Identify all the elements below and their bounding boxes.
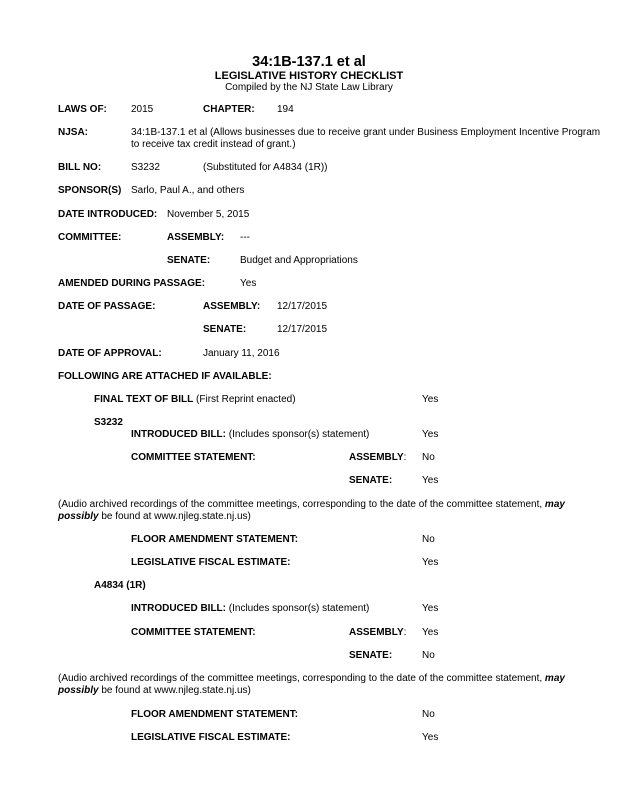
attached-heading: FOLLOWING ARE ATTACHED IF AVAILABLE: bbox=[58, 371, 272, 382]
a4834-senate-value: No bbox=[422, 650, 435, 661]
njsa-line-2: to receive tax credit instead of grant.) bbox=[131, 139, 296, 150]
s3232-audio-text: (Audio archived recordings of the committee meetings, corresponding to the date of the committee statement, bbox=[58, 499, 545, 510]
s3232-audio-emphasis: may possibly bbox=[58, 499, 565, 522]
a4834-fiscal-label: LEGISLATIVE FISCAL ESTIMATE: bbox=[131, 732, 291, 743]
sponsors-label: SPONSOR(S) bbox=[58, 185, 122, 196]
final-text-label: FINAL TEXT OF BILL bbox=[94, 394, 194, 405]
bill-no-label: BILL NO: bbox=[58, 162, 102, 173]
s3232-introduced-note: (Includes sponsor(s) statement) bbox=[226, 429, 370, 440]
a4834-heading: A4834 (1R) bbox=[94, 580, 146, 591]
passage-senate-value: 12/17/2015 bbox=[277, 324, 328, 335]
a4834-assembly-value: Yes bbox=[422, 627, 439, 638]
date-introduced-value: November 5, 2015 bbox=[167, 209, 250, 220]
s3232-introduced-value: Yes bbox=[422, 429, 439, 440]
a4834-audio-text: (Audio archived recordings of the committee meetings, corresponding to the date of the committee statement, bbox=[58, 673, 545, 684]
page-subtitle: LEGISLATIVE HISTORY CHECKLIST bbox=[214, 70, 404, 82]
a4834-assembly-row bbox=[349, 627, 406, 639]
compiled-by: Compiled by the NJ State Law Library bbox=[225, 82, 393, 93]
s3232-assembly-value: No bbox=[422, 452, 435, 463]
approval-value: January 11, 2016 bbox=[203, 348, 280, 359]
sponsors-value: Sarlo, Paul A., and others bbox=[131, 185, 245, 196]
a4834-senate-label: SENATE: bbox=[349, 650, 393, 661]
s3232-committee-label: COMMITTEE STATEMENT: bbox=[131, 452, 256, 463]
date-introduced-label: DATE INTRODUCED: bbox=[58, 209, 158, 220]
amended-value: Yes bbox=[240, 278, 257, 289]
bill-no-value: S3232 bbox=[131, 162, 160, 173]
s3232-assembly-colon: : bbox=[403, 452, 407, 463]
passage-label: DATE OF PASSAGE: bbox=[58, 301, 156, 312]
s3232-assembly-label: ASSEMBLY bbox=[349, 452, 404, 463]
njsa-line-1: 34:1B-137.1 et al (Allows businesses due to receive grant under Business Employment Incentive Program bbox=[131, 127, 601, 138]
a4834-assembly-label: ASSEMBLY bbox=[349, 627, 404, 638]
laws-of-label: LAWS OF: bbox=[58, 104, 107, 115]
s3232-introduced-row bbox=[131, 429, 369, 441]
passage-senate-label: SENATE: bbox=[203, 324, 247, 335]
a4834-floor-label: FLOOR AMENDMENT STATEMENT: bbox=[131, 709, 299, 720]
s3232-assembly-row bbox=[349, 452, 406, 464]
committee-assembly-value: --- bbox=[240, 232, 250, 243]
approval-label: DATE OF APPROVAL: bbox=[58, 348, 162, 359]
s3232-fiscal-label: LEGISLATIVE FISCAL ESTIMATE: bbox=[131, 557, 291, 568]
bill-no-note: (Substituted for A4834 (1R)) bbox=[203, 162, 328, 173]
a4834-audio-emphasis: may possibly bbox=[58, 673, 565, 696]
passage-assembly-label: ASSEMBLY: bbox=[203, 301, 261, 312]
a4834-assembly-colon: : bbox=[403, 627, 407, 638]
committee-assembly-label: ASSEMBLY: bbox=[167, 232, 225, 243]
s3232-audio-note bbox=[58, 499, 603, 523]
chapter-value: 194 bbox=[277, 104, 294, 115]
s3232-floor-value: No bbox=[422, 534, 435, 545]
s3232-introduced-label: INTRODUCED BILL: bbox=[131, 429, 226, 440]
page-title: 34:1B-137.1 et al bbox=[252, 54, 366, 70]
a4834-fiscal-value: Yes bbox=[422, 732, 439, 743]
laws-of-value: 2015 bbox=[131, 104, 154, 115]
final-text-row bbox=[94, 394, 296, 406]
passage-assembly-value: 12/17/2015 bbox=[277, 301, 328, 312]
committee-label: COMMITTEE: bbox=[58, 232, 122, 243]
a4834-floor-value: No bbox=[422, 709, 435, 720]
committee-senate-value: Budget and Appropriations bbox=[240, 255, 358, 266]
final-text-note: (First Reprint enacted) bbox=[193, 394, 296, 405]
a4834-introduced-row bbox=[131, 603, 369, 615]
a4834-introduced-note: (Includes sponsor(s) statement) bbox=[226, 603, 370, 614]
a4834-audio-note bbox=[58, 673, 603, 697]
amended-label: AMENDED DURING PASSAGE: bbox=[58, 278, 206, 289]
committee-senate-label: SENATE: bbox=[167, 255, 211, 266]
s3232-floor-label: FLOOR AMENDMENT STATEMENT: bbox=[131, 534, 299, 545]
chapter-label: CHAPTER: bbox=[203, 104, 255, 115]
s3232-heading: S3232 bbox=[94, 417, 123, 428]
a4834-introduced-label: INTRODUCED BILL: bbox=[131, 603, 226, 614]
s3232-senate-label: SENATE: bbox=[349, 475, 393, 486]
a4834-introduced-value: Yes bbox=[422, 603, 439, 614]
s3232-fiscal-value: Yes bbox=[422, 557, 439, 568]
njsa-label: NJSA: bbox=[58, 127, 89, 138]
a4834-audio-link: be found at www.njleg.state.nj.us) bbox=[98, 685, 251, 696]
final-text-value: Yes bbox=[422, 394, 439, 405]
s3232-audio-link: be found at www.njleg.state.nj.us) bbox=[98, 511, 251, 522]
s3232-senate-value: Yes bbox=[422, 475, 439, 486]
a4834-committee-label: COMMITTEE STATEMENT: bbox=[131, 627, 256, 638]
